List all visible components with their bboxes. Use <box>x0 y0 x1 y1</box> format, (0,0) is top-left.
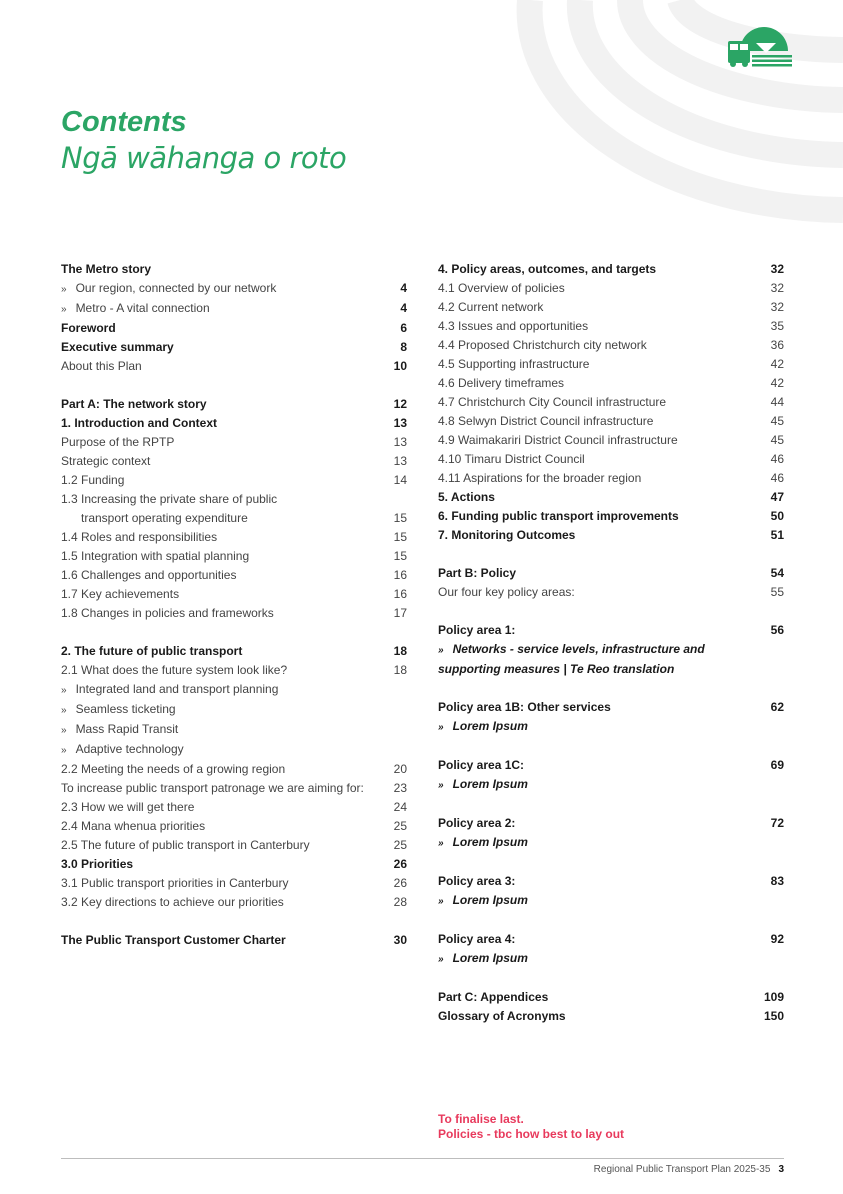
toc-entry[interactable] <box>61 700 407 720</box>
toc-entry-page: 10 <box>393 359 407 373</box>
toc-entry-page: 15 <box>393 549 407 563</box>
toc-entry-title: 1.7 Key achievements <box>61 587 180 601</box>
toc-entry-title: 4.11 Aspirations for the broader region <box>438 471 642 485</box>
toc-entry-page: 32 <box>770 300 784 314</box>
toc-entry[interactable] <box>438 431 784 450</box>
toc-entry[interactable] <box>61 680 407 700</box>
toc-entry-title: Policy area 1: <box>438 623 516 637</box>
toc-entry[interactable] <box>61 760 407 779</box>
toc-entry-page: 26 <box>393 857 407 871</box>
toc-spacer <box>61 376 407 395</box>
toc-entry[interactable] <box>61 357 407 376</box>
toc-entry[interactable] <box>438 949 784 969</box>
toc-entry-title: 1.5 Integration with spatial planning <box>61 549 250 563</box>
toc-entry[interactable] <box>438 891 784 911</box>
toc-entry[interactable] <box>61 566 407 585</box>
toc-entry-title: 1.2 Funding <box>61 473 125 487</box>
toc-entry[interactable] <box>61 798 407 817</box>
toc-entry[interactable] <box>438 583 784 602</box>
toc-spacer <box>438 545 784 564</box>
toc-entry[interactable] <box>438 374 784 393</box>
toc-entry-title: 2.1 What does the future system look like? <box>61 663 288 677</box>
toc-entry-title: » Lorem Ipsum <box>438 775 756 795</box>
toc-entry-title: 2. The future of public transport <box>61 644 243 658</box>
toc-entry-page: 8 <box>400 340 407 354</box>
toc-entry[interactable] <box>438 698 784 717</box>
toc-entry[interactable] <box>438 988 784 1007</box>
toc-entry[interactable] <box>61 931 407 950</box>
toc-entry-title: Policy area 2: <box>438 816 516 830</box>
toc-entry-page: 72 <box>770 816 784 830</box>
toc-entry-title: Part B: Policy <box>438 566 517 580</box>
toc-entry[interactable] <box>61 836 407 855</box>
toc-entry-title: 4.6 Delivery timeframes <box>438 376 565 390</box>
toc-entry-page: 55 <box>770 585 784 599</box>
toc-entry-title: » Integrated land and transport planning <box>61 680 379 700</box>
toc-entry-page: 44 <box>770 395 784 409</box>
toc-entry[interactable] <box>61 874 407 893</box>
toc-entry-title: 1.3 Increasing the private share of public <box>61 492 278 506</box>
toc-spacer <box>61 912 407 931</box>
toc-entry-page: 36 <box>770 338 784 352</box>
toc-entry[interactable] <box>61 817 407 836</box>
toc-entry-page: 42 <box>770 357 784 371</box>
toc-entry-title: » Our region, connected by our network <box>61 279 379 299</box>
toc-entry-title: 2.3 How we will get there <box>61 800 195 814</box>
toc-entry[interactable] <box>61 740 407 760</box>
toc-entry-page: 69 <box>770 758 784 772</box>
toc-entry-title: 1.4 Roles and responsibilities <box>61 530 218 544</box>
toc-entry-title: Foreword <box>61 321 116 335</box>
toc-entry[interactable] <box>438 872 784 891</box>
toc-entry-title: About this Plan <box>61 359 142 373</box>
toc-entry-title: 2.2 Meeting the needs of a growing region <box>61 762 286 776</box>
toc-entry-title: Policy area 1B: Other services <box>438 700 611 714</box>
toc-entry-title: » Lorem Ipsum <box>438 833 756 853</box>
toc-entry-title: Glossary of Acronyms <box>438 1009 566 1023</box>
toc-entry[interactable] <box>438 1007 784 1026</box>
toc-entry[interactable] <box>438 355 784 374</box>
toc-entry-page: 62 <box>770 700 784 714</box>
toc-entry-title: Purpose of the RPTP <box>61 435 175 449</box>
toc-entry-page: 4 <box>400 301 407 315</box>
toc-entry[interactable] <box>61 338 407 357</box>
toc-entry-title: 1. Introduction and Context <box>61 416 217 430</box>
toc-entry-page: 17 <box>393 606 407 620</box>
toc-entry[interactable] <box>438 336 784 355</box>
toc-entry-title: 5. Actions <box>438 490 495 504</box>
toc-spacer <box>438 853 784 872</box>
toc-entry[interactable] <box>438 317 784 336</box>
toc-spacer <box>438 969 784 988</box>
editor-note-line: To finalise last. <box>438 1112 524 1126</box>
toc-entry-page: 25 <box>393 819 407 833</box>
toc-spacer <box>438 737 784 756</box>
toc-entry-page: 16 <box>393 587 407 601</box>
toc-entry[interactable] <box>61 452 407 471</box>
toc-entry-title: Strategic context <box>61 454 151 468</box>
toc-entry[interactable] <box>61 509 407 528</box>
toc-entry-title: 2.5 The future of public transport in Canterbury <box>61 838 310 852</box>
toc-entry[interactable] <box>438 833 784 853</box>
toc-entry[interactable] <box>438 412 784 431</box>
toc-entry[interactable] <box>61 585 407 604</box>
toc-entry-title: 4.1 Overview of policies <box>438 281 565 295</box>
toc-entry-title: » Seamless ticketing <box>61 700 379 720</box>
toc-entry-title: 1.8 Changes in policies and frameworks <box>61 606 274 620</box>
toc-entry-page: 47 <box>770 490 784 504</box>
toc-entry-page: 4 <box>400 281 407 295</box>
toc-entry[interactable] <box>61 279 407 299</box>
toc-entry[interactable] <box>61 604 407 623</box>
toc-entry-title: transport operating expenditure <box>81 511 248 525</box>
toc-entry[interactable] <box>61 893 407 912</box>
toc-entry-page: 28 <box>393 895 407 909</box>
toc-entry-title: » Adaptive technology <box>61 740 379 760</box>
footer-divider <box>61 1158 784 1159</box>
toc-entry-page: 51 <box>770 528 784 542</box>
toc-entry-page: 18 <box>393 663 407 677</box>
toc-entry-page: 18 <box>393 644 407 658</box>
toc-entry-title: To increase public transport patronage we are aiming for: <box>61 781 364 795</box>
toc-entry-title: Part A: The network story <box>61 397 207 411</box>
toc-entry-title: Policy area 3: <box>438 874 516 888</box>
toc-entry-page: 54 <box>770 566 784 580</box>
toc-spacer <box>438 795 784 814</box>
toc-entry-title: 4.4 Proposed Christchurch city network <box>438 338 647 352</box>
toc-entry[interactable] <box>438 640 784 679</box>
toc-entry[interactable] <box>61 471 407 490</box>
toc-entry-title: Part C: Appendices <box>438 990 549 1004</box>
toc-entry[interactable] <box>438 526 784 545</box>
toc-entry-title: Our four key policy areas: <box>438 585 575 599</box>
toc-entry[interactable] <box>438 930 784 949</box>
toc-entry[interactable] <box>438 260 784 279</box>
toc-entry-title: 4.3 Issues and opportunities <box>438 319 589 333</box>
metro-logo-icon <box>726 27 794 71</box>
toc-entry[interactable] <box>438 450 784 469</box>
toc-entry-page: 13 <box>393 435 407 449</box>
toc-entry[interactable] <box>438 621 784 640</box>
toc-entry-page: 46 <box>770 452 784 466</box>
toc-entry-page: 56 <box>770 623 784 637</box>
toc-entry[interactable] <box>61 299 407 319</box>
toc-entry-title: 4. Policy areas, outcomes, and targets <box>438 262 657 276</box>
toc-entry-page: 50 <box>770 509 784 523</box>
toc-entry-page: 13 <box>393 416 407 430</box>
document-title: Regional Public Transport Plan 2025-35 <box>593 1164 771 1175</box>
toc-entry[interactable] <box>438 564 784 583</box>
toc-entry[interactable] <box>61 779 407 798</box>
toc-entry-page: 109 <box>763 990 784 1004</box>
toc-entry-title: 6. Funding public transport improvements <box>438 509 679 523</box>
toc-entry[interactable] <box>438 814 784 833</box>
toc-spacer <box>438 911 784 930</box>
toc-entry-page: 23 <box>393 781 407 795</box>
toc-entry-title: Executive summary <box>61 340 174 354</box>
toc-entry[interactable] <box>61 433 407 452</box>
toc-entry-title: 2.4 Mana whenua priorities <box>61 819 206 833</box>
toc-entry-title: 4.5 Supporting infrastructure <box>438 357 590 371</box>
toc-entry-page: 25 <box>393 838 407 852</box>
toc-entry-page: 45 <box>770 433 784 447</box>
toc-entry[interactable] <box>61 260 407 279</box>
toc-entry-page: 15 <box>393 511 407 525</box>
toc-entry[interactable] <box>61 661 407 680</box>
toc-entry[interactable] <box>438 756 784 775</box>
toc-entry-title: » Lorem Ipsum <box>438 717 756 737</box>
toc-entry[interactable] <box>61 547 407 566</box>
toc-right-column <box>438 260 784 1026</box>
toc-entry[interactable] <box>438 775 784 795</box>
editor-note <box>438 1112 624 1142</box>
toc-entry[interactable] <box>61 642 407 661</box>
toc-entry-page: 42 <box>770 376 784 390</box>
toc-entry-title: 4.9 Waimakariri District Council infrastructure <box>438 433 678 447</box>
toc-entry[interactable] <box>61 855 407 874</box>
toc-entry-page: 16 <box>393 568 407 582</box>
toc-entry-title: 3.2 Key directions to achieve our priorities <box>61 895 284 909</box>
toc-entry[interactable] <box>438 488 784 507</box>
toc-entry-title: 1.6 Challenges and opportunities <box>61 568 237 582</box>
toc-entry-page: 20 <box>393 762 407 776</box>
toc-left-column <box>61 260 407 950</box>
toc-entry[interactable] <box>61 490 407 509</box>
toc-entry-page: 92 <box>770 932 784 946</box>
toc-entry-page: 15 <box>393 530 407 544</box>
toc-entry-page: 150 <box>763 1009 784 1023</box>
toc-entry-title: » Lorem Ipsum <box>438 949 756 969</box>
page-number: 3 <box>778 1164 784 1175</box>
editor-note-line: Policies - tbc how best to lay out <box>438 1127 625 1141</box>
page-subtitle: Ngā wāhanga o roto <box>61 141 347 175</box>
toc-entry[interactable] <box>438 469 784 488</box>
toc-entry-title: 3.0 Priorities <box>61 857 134 871</box>
toc-entry[interactable] <box>438 717 784 737</box>
toc-entry[interactable] <box>438 279 784 298</box>
toc-entry-page: 32 <box>770 281 784 295</box>
toc-entry-page: 32 <box>770 262 784 276</box>
toc-entry-title: » Mass Rapid Transit <box>61 720 379 740</box>
toc-spacer <box>438 679 784 698</box>
toc-entry-title: Policy area 1C: <box>438 758 525 772</box>
toc-entry-page: 45 <box>770 414 784 428</box>
toc-entry[interactable] <box>438 298 784 317</box>
toc-entry[interactable] <box>438 507 784 526</box>
toc-entry-page: 12 <box>393 397 407 411</box>
toc-entry-title: 4.2 Current network <box>438 300 544 314</box>
toc-entry-page: 6 <box>400 321 407 335</box>
toc-entry-title: » Networks - service levels, infrastructure and supporting measures | Te Reo translation <box>438 640 756 679</box>
footer <box>594 1163 784 1177</box>
toc-entry-title: Policy area 4: <box>438 932 516 946</box>
toc-entry-title: » Lorem Ipsum <box>438 891 756 911</box>
toc-entry-page: 83 <box>770 874 784 888</box>
toc-entry-page: 26 <box>393 876 407 890</box>
toc-spacer <box>61 623 407 642</box>
toc-entry-title: 4.10 Timaru District Council <box>438 452 585 466</box>
toc-entry-title: 4.8 Selwyn District Council infrastructure <box>438 414 654 428</box>
toc-entry-page: 46 <box>770 471 784 485</box>
toc-entry-title: The Public Transport Customer Charter <box>61 933 286 947</box>
toc-entry[interactable] <box>61 414 407 433</box>
toc-entry-page: 30 <box>393 933 407 947</box>
toc-entry[interactable] <box>438 393 784 412</box>
toc-entry[interactable] <box>61 319 407 338</box>
toc-entry-title: » Metro - A vital connection <box>61 299 379 319</box>
toc-entry-title: 7. Monitoring Outcomes <box>438 528 576 542</box>
toc-entry-title: The Metro story <box>61 262 152 276</box>
toc-entry-page: 13 <box>393 454 407 468</box>
toc-entry[interactable] <box>61 395 407 414</box>
toc-entry-title: 4.7 Christchurch City Council infrastructure <box>438 395 667 409</box>
toc-entry[interactable] <box>61 528 407 547</box>
toc-entry-page: 24 <box>393 800 407 814</box>
toc-spacer <box>438 602 784 621</box>
page-title: Contents <box>61 106 187 138</box>
toc-entry-page: 35 <box>770 319 784 333</box>
toc-entry-title: 3.1 Public transport priorities in Canterbury <box>61 876 289 890</box>
toc-entry[interactable] <box>61 720 407 740</box>
toc-entry-page: 14 <box>393 473 407 487</box>
